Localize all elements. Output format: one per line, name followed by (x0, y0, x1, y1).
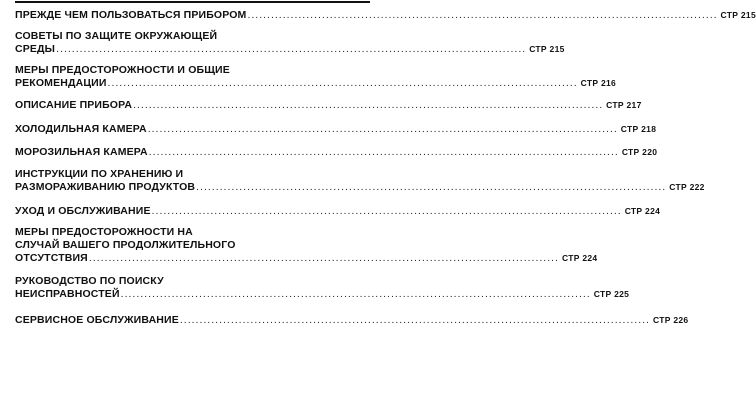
toc-entry[interactable] (15, 9, 756, 22)
toc-entry[interactable] (15, 226, 598, 265)
toc-entry-title-line: СРЕДЫ (15, 43, 56, 55)
page-number: СТР 215 (529, 44, 565, 54)
dot-leader: ........................................................................................................................ (107, 77, 578, 89)
dot-leader: ........................................................................................................................ (88, 252, 559, 264)
page-number: СТР 224 (624, 206, 661, 216)
toc-entry[interactable] (15, 168, 705, 194)
toc-entry-row (15, 123, 657, 136)
toc-entry[interactable] (15, 99, 642, 112)
toc-entry-title-line: РУКОВОДСТВО ПО ПОИСКУ (15, 275, 164, 287)
toc-entry-title-line: РЕКОМЕНДАЦИИ (15, 77, 107, 89)
toc-entry[interactable] (15, 30, 565, 56)
toc-entry-row (15, 205, 661, 218)
dot-leader: ........................................................................................................................ (120, 288, 591, 300)
toc-entry-title-line: РАЗМОРАЖИВАНИЮ ПРОДУКТОВ (15, 181, 196, 193)
page-number: СТР 215 (720, 10, 756, 20)
toc-entry-title-line: ОПИСАНИЕ ПРИБОРА (15, 99, 133, 111)
dot-leader: ........................................................................................................................ (56, 43, 527, 55)
page-number: СТР 220 (621, 147, 658, 157)
toc-entry[interactable] (15, 205, 661, 218)
toc-entry-title-line: УХОД И ОБСЛУЖИВАНИЕ (15, 205, 151, 217)
toc-entry-title-line: ОТСУТСТВИЯ (15, 252, 88, 264)
toc-entry-row (15, 181, 705, 194)
page-number: СТР 226 (652, 315, 689, 325)
top-rule (15, 1, 370, 3)
toc-entry-title-line: НЕИСПРАВНОСТЕЙ (15, 288, 120, 300)
toc-entry[interactable] (15, 64, 617, 90)
page-number: СТР 217 (606, 100, 642, 110)
dot-leader: ........................................................................................................................ (247, 9, 718, 21)
dot-leader: ........................................................................................................................ (148, 146, 619, 158)
toc-entry-row (15, 146, 658, 159)
toc-entry-title-line: МОРОЗИЛЬНАЯ КАМЕРА (15, 146, 148, 158)
page-number: СТР 222 (669, 182, 705, 192)
dot-leader: ........................................................................................................................ (147, 123, 618, 135)
toc-entry-row (15, 9, 756, 22)
toc-entry-title-line: МЕРЫ ПРЕДОСТОРОЖНОСТИ И ОБЩИЕ (15, 64, 230, 76)
toc-entry-row (15, 43, 565, 56)
toc-entry[interactable] (15, 275, 630, 301)
page-number: СТР 225 (593, 289, 630, 299)
toc-entry-title-line: ПРЕЖДЕ ЧЕМ ПОЛЬЗОВАТЬСЯ ПРИБОРОМ (15, 9, 247, 21)
toc-entry-title-line: СОВЕТЫ ПО ЗАЩИТЕ ОКРУЖАЮЩЕЙ (15, 30, 218, 42)
dot-leader: ........................................................................................................................ (196, 181, 667, 193)
page-number: СТР 224 (561, 253, 598, 263)
toc-entry-title-line: СЕРВИСНОЕ ОБСЛУЖИВАНИЕ (15, 314, 179, 326)
toc-entry-title-line: ХОЛОДИЛЬНАЯ КАМЕРА (15, 123, 147, 135)
toc-entry-row (15, 99, 642, 112)
toc-entry[interactable] (15, 314, 689, 327)
dot-leader: ........................................................................................................................ (151, 205, 622, 217)
toc-entry-title-line: ИНСТРУКЦИИ ПО ХРАНЕНИЮ И (15, 168, 184, 180)
page-number: СТР 218 (620, 124, 657, 134)
toc-entry-row (15, 288, 630, 301)
toc-entry[interactable] (15, 146, 658, 159)
dot-leader: ........................................................................................................................ (179, 314, 650, 326)
toc-entry-title-line: МЕРЫ ПРЕДОСТОРОЖНОСТИ НА (15, 226, 193, 238)
toc-entry-row (15, 252, 598, 265)
toc-entry-title-line: СЛУЧАЙ ВАШЕГО ПРОДОЛЖИТЕЛЬНОГО (15, 239, 236, 251)
toc-entry-row (15, 314, 689, 327)
toc-entry-row (15, 77, 617, 90)
dot-leader: ........................................................................................................................ (133, 99, 604, 111)
toc-entry[interactable] (15, 123, 657, 136)
page-number: СТР 216 (580, 78, 617, 88)
